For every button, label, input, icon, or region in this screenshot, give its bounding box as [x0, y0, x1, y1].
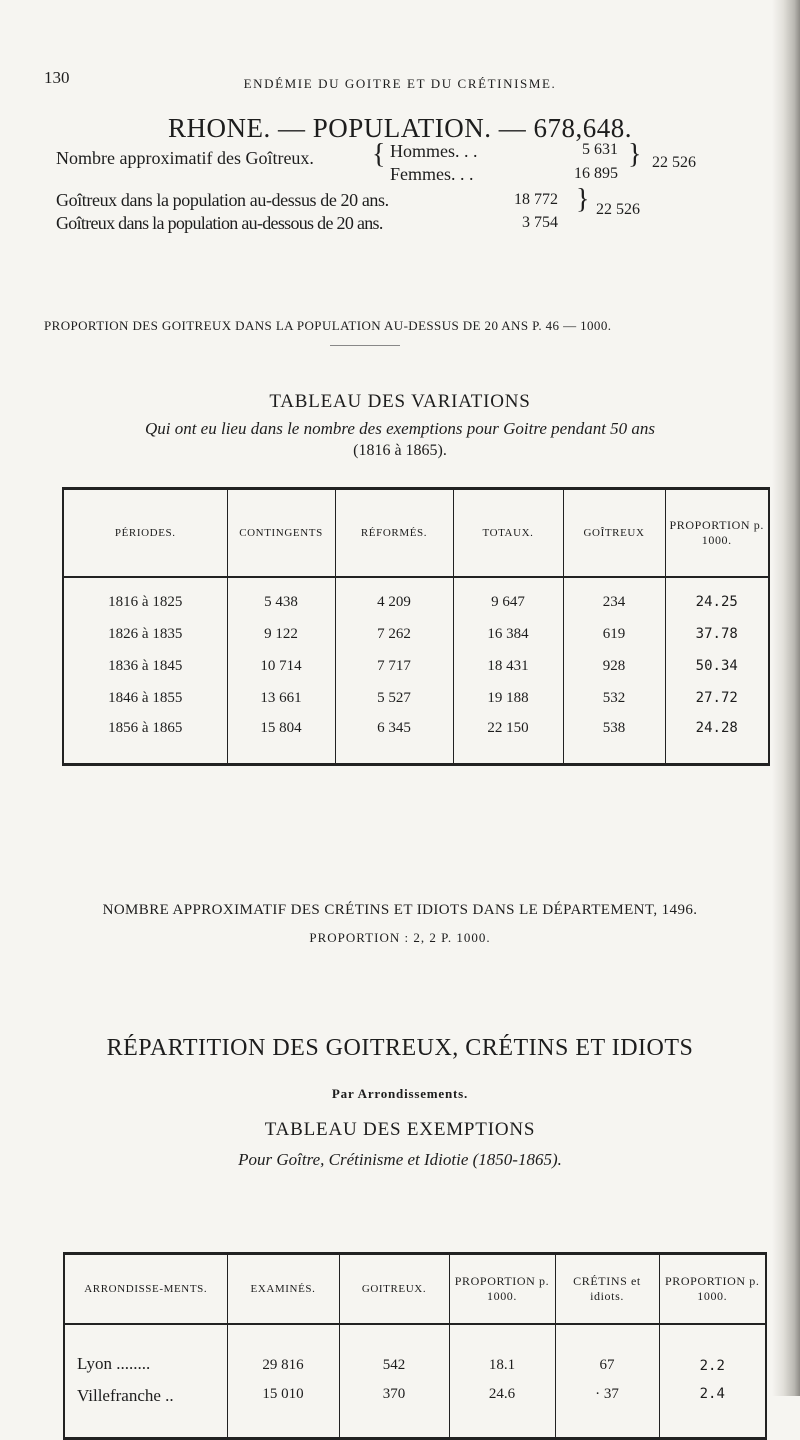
- femmes-value: 16 895: [574, 165, 618, 182]
- above20-label: Goîtreux dans la population au-dessus de 20 ans.: [56, 190, 389, 210]
- col-header: RÉFORMÉS.: [335, 489, 453, 578]
- table-row: [64, 1324, 766, 1380]
- cretins-line: NOMBRE APPROXIMATIF DES CRÉTINS ET IDIOTS DANS LE DÉPARTEMENT, 1496.: [102, 902, 698, 918]
- col-header: GOITREUX.: [339, 1254, 449, 1325]
- approx-label: Nombre approximatif des Goîtreux.: [56, 148, 314, 168]
- col-header: CRÉTINS et idiots.: [555, 1254, 659, 1325]
- table-header-row: [64, 1254, 766, 1325]
- table-header-row: [63, 489, 769, 578]
- exemptions-table: [63, 1252, 767, 1440]
- cell: 1826 à 1835: [108, 625, 183, 642]
- cell: Lyon ........: [77, 1354, 151, 1373]
- cell: 5 438: [227, 577, 335, 618]
- cell: 4 209: [335, 577, 453, 618]
- table2-subtitle: Pour Goître, Crétinisme et Idiotie (1850-1865).: [238, 1150, 562, 1169]
- col-header: CONTINGENTS: [227, 489, 335, 578]
- cell: 24.28: [665, 714, 769, 764]
- cell: 19 188: [453, 682, 563, 714]
- cell: 7 262: [335, 618, 453, 650]
- cell: 9 647: [453, 577, 563, 618]
- col-header: TOTAUX.: [453, 489, 563, 578]
- table-row: [64, 1380, 766, 1438]
- cretins-proportion: PROPORTION : 2, 2 P. 1000.: [309, 930, 491, 945]
- cell: 24.6: [449, 1380, 555, 1438]
- below20-label: Goîtreux dans la population au-dessous de 20 ans.: [56, 213, 383, 233]
- brace-sexes-right: }: [628, 139, 642, 170]
- cell: 538: [563, 714, 665, 764]
- cell: 6 345: [335, 714, 453, 764]
- cell: 1836 à 1845: [108, 657, 183, 674]
- cell: 18 431: [453, 650, 563, 682]
- cell: 50.34: [665, 650, 769, 682]
- cell: 5 527: [335, 682, 453, 714]
- section2-title: RÉPARTITION DES GOITREUX, CRÉTINS ET IDIOTS: [106, 1035, 694, 1061]
- divider-rule: [330, 345, 400, 346]
- cell: 24.25: [665, 577, 769, 618]
- table-row: [63, 577, 769, 618]
- table-row: [63, 714, 769, 764]
- table-row: [63, 650, 769, 682]
- cell: 2.2: [659, 1324, 766, 1380]
- cell: 1816 à 1825: [108, 593, 183, 610]
- running-head: ENDÉMIE DU GOITRE ET DU CRÉTINISME.: [243, 76, 557, 91]
- col-header: PROPORTION p. 1000.: [659, 1254, 766, 1325]
- cell: 1846 à 1855: [108, 689, 183, 706]
- hommes-label: Hommes. . .: [390, 141, 478, 161]
- hommes-value: 5 631: [582, 141, 618, 158]
- proportion-line: PROPORTION DES GOITREUX DANS LA POPULATION AU-DESSUS DE 20 ANS P. 46 — 1000.: [44, 318, 612, 333]
- table1-date-range: (1816 à 1865).: [353, 442, 447, 459]
- page-edge-shadow: [772, 0, 800, 1396]
- variations-table: [62, 487, 770, 766]
- cell: 928: [563, 650, 665, 682]
- total-sexes: 22 526: [652, 154, 696, 171]
- cell: 10 714: [227, 650, 335, 682]
- cell: 619: [563, 618, 665, 650]
- cell: 15 010: [227, 1380, 339, 1438]
- cell: 18.1: [449, 1324, 555, 1380]
- cell: 532: [563, 682, 665, 714]
- cell: 37.78: [665, 618, 769, 650]
- col-header: EXAMINÉS.: [227, 1254, 339, 1325]
- above20-value: 18 772: [514, 191, 558, 208]
- cell: 16 384: [453, 618, 563, 650]
- total-ages: 22 526: [596, 201, 640, 218]
- cell: 13 661: [227, 682, 335, 714]
- col-header: PÉRIODES.: [63, 489, 227, 578]
- brace-sexes: {: [372, 139, 386, 170]
- col-header: PROPORTION p. 1000.: [449, 1254, 555, 1325]
- femmes-label: Femmes. . .: [390, 164, 474, 184]
- cell: Villefranche ..: [77, 1386, 174, 1405]
- cell: 29 816: [227, 1324, 339, 1380]
- cell: 370: [339, 1380, 449, 1438]
- cell: · 37: [555, 1380, 659, 1438]
- table1-subtitle: Qui ont eu lieu dans le nombre des exemptions pour Goitre pendant 50 ans: [144, 419, 656, 438]
- cell: 542: [339, 1324, 449, 1380]
- cell: 2.4: [659, 1380, 766, 1438]
- col-header: GOÎTREUX: [563, 489, 665, 578]
- table1-title: TABLEAU DES VARIATIONS: [269, 391, 531, 412]
- cell: 67: [555, 1324, 659, 1380]
- page-title: RHONE. — POPULATION. — 678,648.: [167, 113, 632, 143]
- section2-subtitle: Par Arrondissements.: [331, 1086, 469, 1101]
- table-row: [63, 618, 769, 650]
- col-header: PROPORTION p. 1000.: [665, 489, 769, 578]
- cell: 234: [563, 577, 665, 618]
- page-number: 130: [44, 68, 70, 87]
- cell: 22 150: [453, 714, 563, 764]
- cell: 7 717: [335, 650, 453, 682]
- cell: 1856 à 1865: [108, 720, 183, 736]
- cell: 9 122: [227, 618, 335, 650]
- brace-ages: }: [576, 184, 590, 215]
- below20-value: 3 754: [522, 214, 558, 231]
- table2-title: TABLEAU DES EXEMPTIONS: [264, 1119, 536, 1140]
- cell: 15 804: [227, 714, 335, 764]
- col-header: ARRONDISSE-MENTS.: [64, 1254, 227, 1325]
- table-row: [63, 682, 769, 714]
- cell: 27.72: [665, 682, 769, 714]
